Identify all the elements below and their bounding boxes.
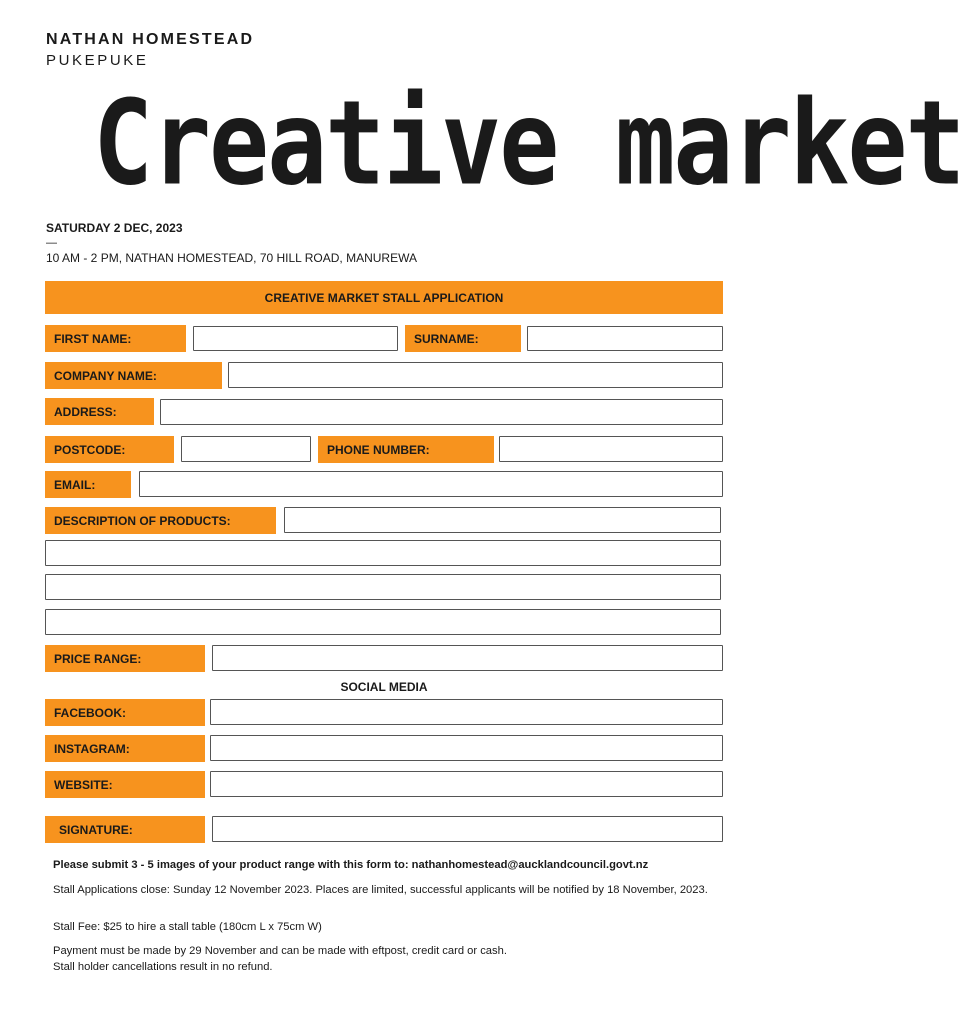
divider-dash: — <box>46 237 57 249</box>
first-name-label: FIRST NAME: <box>45 325 186 352</box>
application-close-note: Stall Applications close: Sunday 12 November 2023. Places are limited, successful applicants will be notified by 18 November, 2023. <box>53 884 708 896</box>
phone-number-label: PHONE NUMBER: <box>318 436 494 463</box>
email-label: EMAIL: <box>45 471 131 498</box>
postcode-label: POSTCODE: <box>45 436 174 463</box>
surname-label: SURNAME: <box>405 325 521 352</box>
company-name-field[interactable] <box>228 362 723 388</box>
event-date: SATURDAY 2 DEC, 2023 <box>46 221 183 235</box>
facebook-field[interactable] <box>210 699 723 725</box>
postcode-field[interactable] <box>181 436 311 462</box>
signature-label: SIGNATURE: <box>45 816 205 843</box>
surname-field[interactable] <box>527 326 723 351</box>
signature-field[interactable] <box>212 816 723 842</box>
website-label: WEBSITE: <box>45 771 205 798</box>
instagram-field[interactable] <box>210 735 723 761</box>
description-field-3[interactable] <box>45 574 721 600</box>
description-field-1[interactable] <box>284 507 721 533</box>
social-media-heading: SOCIAL MEDIA <box>340 680 428 694</box>
stall-fee-note: Stall Fee: $25 to hire a stall table (180cm L x 75cm W) <box>53 921 322 933</box>
email-field[interactable] <box>139 471 723 497</box>
brand-name: NATHAN HOMESTEAD <box>46 31 255 48</box>
facebook-label: FACEBOOK: <box>45 699 205 726</box>
event-venue: 10 AM - 2 PM, NATHAN HOMESTEAD, 70 HILL ROAD, MANUREWA <box>46 251 417 265</box>
price-range-label: PRICE RANGE: <box>45 645 205 672</box>
first-name-field[interactable] <box>193 326 398 351</box>
refund-note: Stall holder cancellations result in no refund. <box>53 961 273 973</box>
website-field[interactable] <box>210 771 723 797</box>
address-field[interactable] <box>160 399 723 425</box>
company-name-label: COMPANY NAME: <box>45 362 222 389</box>
form-banner: CREATIVE MARKET STALL APPLICATION <box>45 281 723 314</box>
description-field-2[interactable] <box>45 540 721 566</box>
payment-note: Payment must be made by 29 November and can be made with eftpost, credit card or cash. <box>53 945 507 957</box>
price-range-field[interactable] <box>212 645 723 671</box>
description-label: DESCRIPTION OF PRODUCTS: <box>45 507 276 534</box>
brand-subtitle: PUKEPUKE <box>46 52 149 69</box>
instagram-label: INSTAGRAM: <box>45 735 205 762</box>
description-field-4[interactable] <box>45 609 721 635</box>
address-label: ADDRESS: <box>45 398 154 425</box>
phone-number-field[interactable] <box>499 436 723 462</box>
page-title: Creative market <box>93 75 963 212</box>
submit-instructions: Please submit 3 - 5 images of your product range with this form to: nathanhomestead@aucklandcouncil.govt.nz <box>53 859 649 871</box>
